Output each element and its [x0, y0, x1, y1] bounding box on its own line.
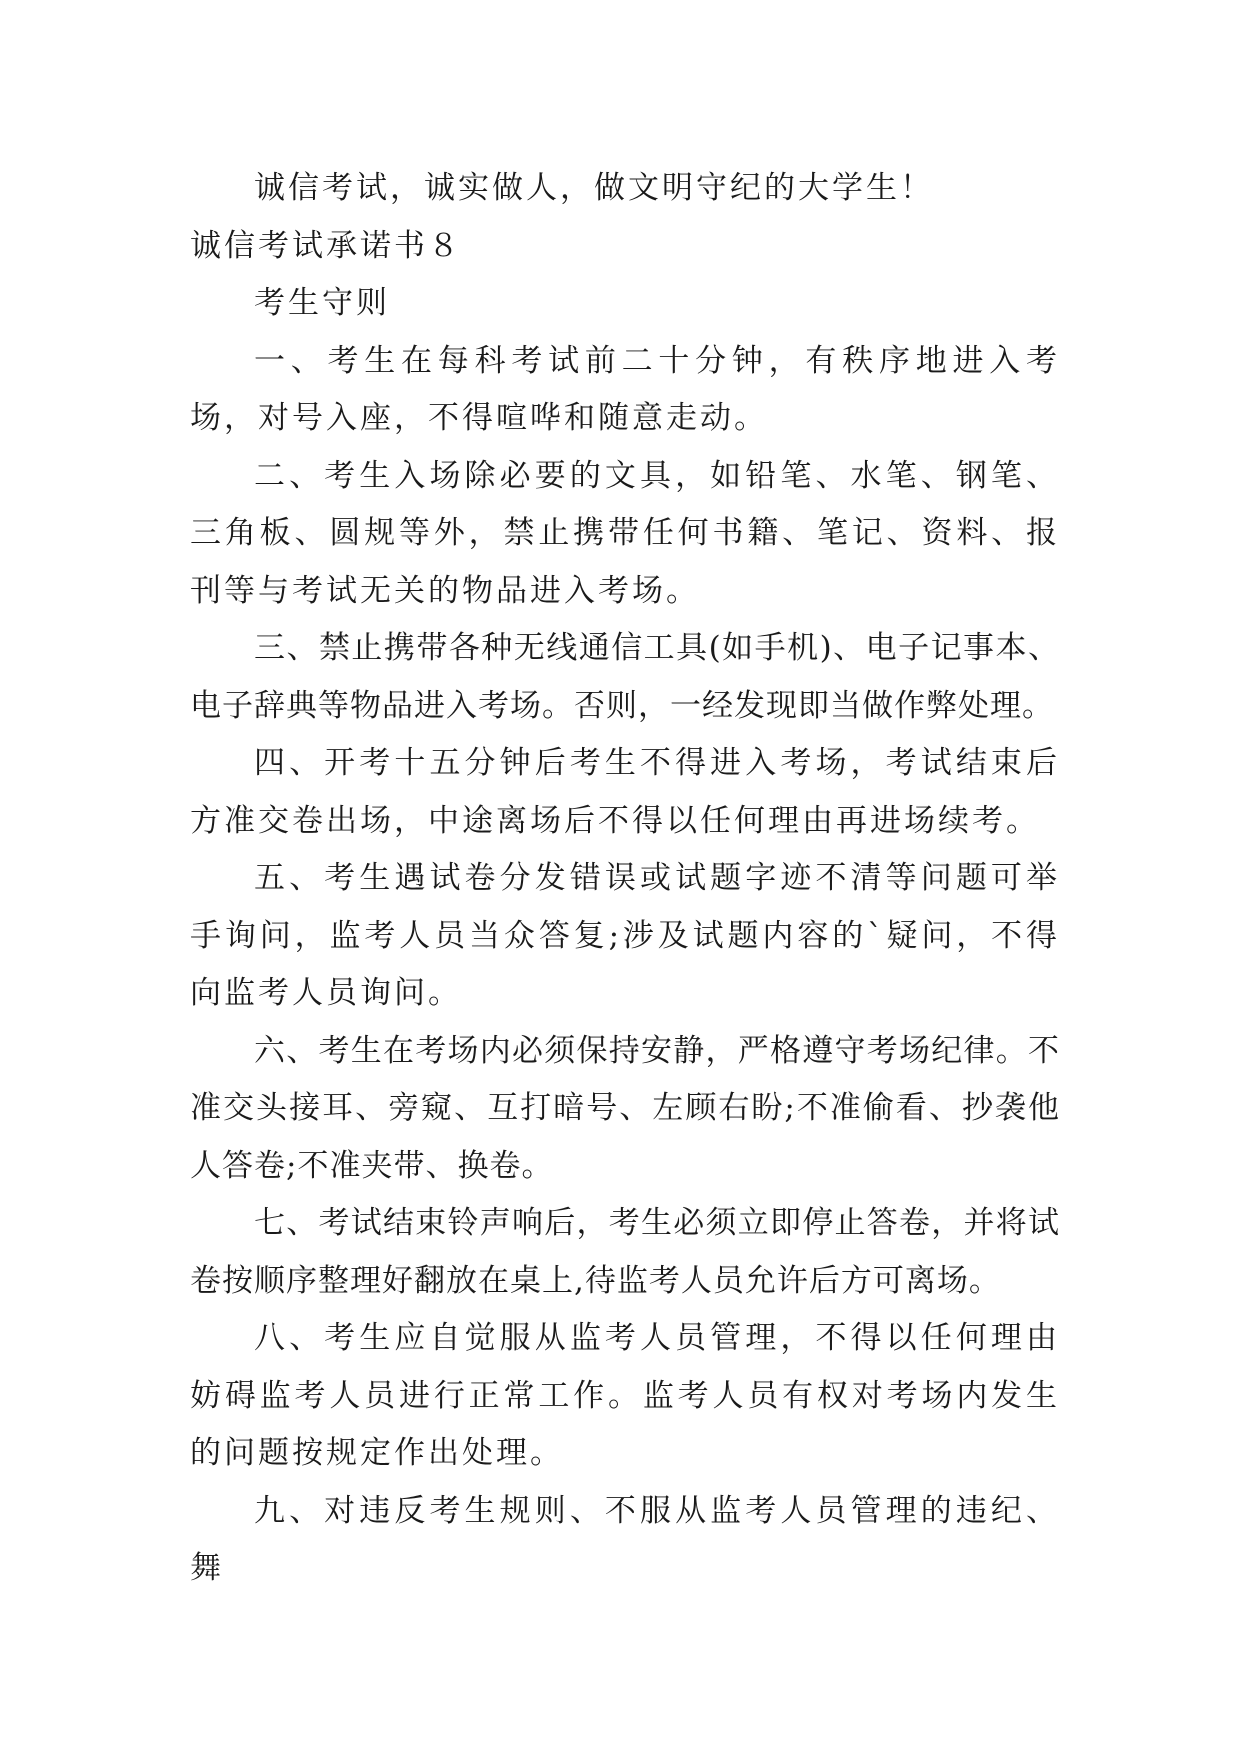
rule-3: 三、禁止携带各种无线通信工具(如手机)、电子记事本、电子辞典等物品进入考场。否则，一经发现即当做作弊处理。 [190, 630, 1060, 724]
rule-4: 四、开考十五分钟后考生不得进入考场，考试结束后方准交卷出场，中途离场后不得以任何理由再进场续考。 [190, 745, 1060, 839]
rule-9: 九、对违反考生规则、不服从监考人员管理的违纪、舞 [190, 1492, 1060, 1586]
rule-2: 二、考生入场除必要的文具，如铅笔、水笔、钢笔、三角板、圆规等外，禁止携带任何书籍、笔记、资料、报刊等与考试无关的物品进入考场。 [190, 457, 1060, 609]
subtitle: 考生守则 [254, 285, 390, 321]
closing-slogan: 诚信考试，诚实做人，做文明守纪的大学生！ [254, 170, 934, 206]
rule-5: 五、考生遇试卷分发错误或试题字迹不清等问题可举手询问，监考人员当众答复;涉及试题内容的`疑问，不得向监考人员询问。 [190, 860, 1060, 1011]
section-title: 诚信考试承诺书８ [190, 227, 462, 264]
document-body [190, 160, 1060, 1598]
rule-1: 一、考生在每科考试前二十分钟，有秩序地进入考场，对号入座，不得喧哗和随意走动。 [190, 342, 1060, 436]
rule-7: 七、考试结束铃声响后，考生必须立即停止答卷，并将试卷按顺序整理好翻放在桌上,待监考人员允许后方可离场。 [190, 1205, 1060, 1299]
rule-6: 六、考生在考场内必须保持安静，严格遵守考场纪律。不准交头接耳、旁窥、互打暗号、左顾右盼;不准偷看、抄袭他人答卷;不准夹带、换卷。 [190, 1032, 1060, 1184]
rule-8: 八、考生应自觉服从监考人员管理，不得以任何理由妨碍监考人员进行正常工作。监考人员有权对考场内发生的问题按规定作出处理。 [190, 1320, 1060, 1471]
